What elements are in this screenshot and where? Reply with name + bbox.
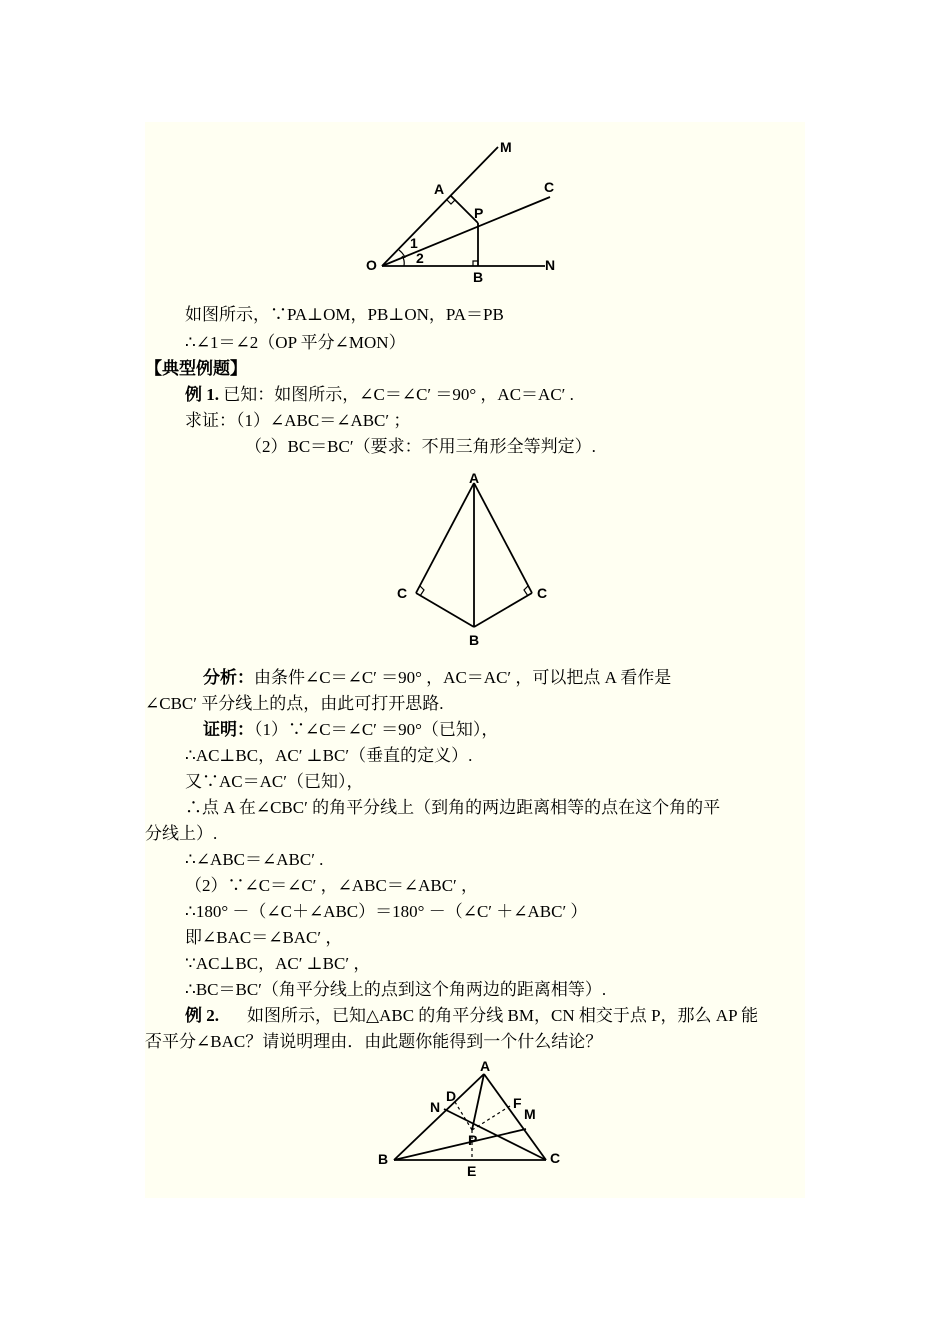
example-1-text: 已知：如图所示，∠C＝∠C′ ＝90° ，AC＝AC′ . xyxy=(223,385,574,404)
label-C: C xyxy=(544,179,555,195)
label-A: A xyxy=(480,1058,491,1074)
label-P: P xyxy=(474,205,484,221)
proof-line-9: 即∠BAC＝∠BAC′ ， xyxy=(185,928,343,947)
label-B: B xyxy=(469,632,480,648)
label-M: M xyxy=(524,1106,536,1122)
proof-line-10: ∵AC⊥BC，AC′ ⊥BC′ ， xyxy=(185,954,371,973)
label-O: O xyxy=(366,257,377,273)
label-N: N xyxy=(545,257,556,273)
example-2-line xyxy=(145,1003,850,1029)
label-A: A xyxy=(434,181,445,197)
proof-line-7: （2）∵∠C＝∠C′ ，∠ABC＝∠ABC′ ， xyxy=(185,876,479,895)
figure-triangle-bisectors xyxy=(370,1056,580,1180)
label-C: C xyxy=(550,1150,561,1166)
label-C-left: C xyxy=(397,585,408,601)
label-B: B xyxy=(378,1151,389,1167)
label-A: A xyxy=(469,470,480,486)
statement-line-1: 如图所示，∵PA⊥OM，PB⊥ON，PA＝PB xyxy=(185,305,504,324)
label-C-right: C xyxy=(537,585,548,601)
statement-line-2: ∴∠1＝∠2（OP 平分∠MON） xyxy=(185,333,406,352)
figure-kite xyxy=(385,465,565,655)
prove-line-1: 求证：（1）∠ABC＝∠ABC′ ； xyxy=(185,411,411,430)
label-N: N xyxy=(430,1099,441,1115)
example-2-label: 例 2. xyxy=(185,1006,219,1025)
example-2-line-2: 否平分∠BAC？请说明理由．由此题你能得到一个什么结论？ xyxy=(145,1032,603,1051)
example-2-text: 如图所示，已知△ABC 的角平分线 BM，CN 相交于点 P，那么 AP 能 xyxy=(247,1006,759,1025)
proof-line-8: ∴180° －（∠C＋∠ABC）＝180° －（∠C′ ＋∠ABC′ ） xyxy=(185,902,588,921)
proof-line-5: 分线上）. xyxy=(145,824,218,843)
analysis-label: 分析： xyxy=(203,668,254,687)
label-angle2: 2 xyxy=(416,250,424,266)
proof-line-3: 又∵AC＝AC′（已知）， xyxy=(185,772,364,791)
proof-text-1: （1）∵∠C＝∠C′ ＝90°（已知）， xyxy=(254,720,499,739)
label-F: F xyxy=(513,1095,522,1111)
proof-line-4: ∴点 A 在∠CBC′ 的角平分线上（到角的两边距离相等的点在这个角的平 xyxy=(185,798,721,817)
proof-label: 证明： xyxy=(203,720,254,739)
analysis-text: 由条件∠C＝∠C′ ＝90° ，AC＝AC′ ，可以把点 A 看作是 xyxy=(254,668,672,687)
analysis-line-2: ∠CBC′ 平分线上的点，由此可打开思路. xyxy=(145,694,444,713)
label-D: D xyxy=(446,1088,457,1104)
example-1-line xyxy=(145,382,850,408)
label-E: E xyxy=(467,1163,477,1179)
proof-line-6: ∴∠ABC＝∠ABC′ . xyxy=(185,850,324,869)
proof-line-1 xyxy=(145,717,868,743)
label-P: P xyxy=(468,1132,478,1148)
label-B: B xyxy=(473,269,484,285)
analysis-line-1 xyxy=(145,665,868,691)
prove-line-2: （2）BC＝BC′（要求：不用三角形全等判定）. xyxy=(245,437,596,456)
label-M: M xyxy=(500,139,512,155)
section-heading: 【典型例题】 xyxy=(145,359,247,378)
figure-angle-bisector xyxy=(360,130,600,290)
proof-line-11: ∴BC＝BC′（角平分线上的点到这个角两边的距离相等）. xyxy=(185,980,607,999)
example-1-label: 例 1. xyxy=(185,385,219,404)
label-angle1: 1 xyxy=(410,235,418,251)
proof-line-2: ∴AC⊥BC，AC′ ⊥BC′（垂直的定义）. xyxy=(185,746,473,765)
